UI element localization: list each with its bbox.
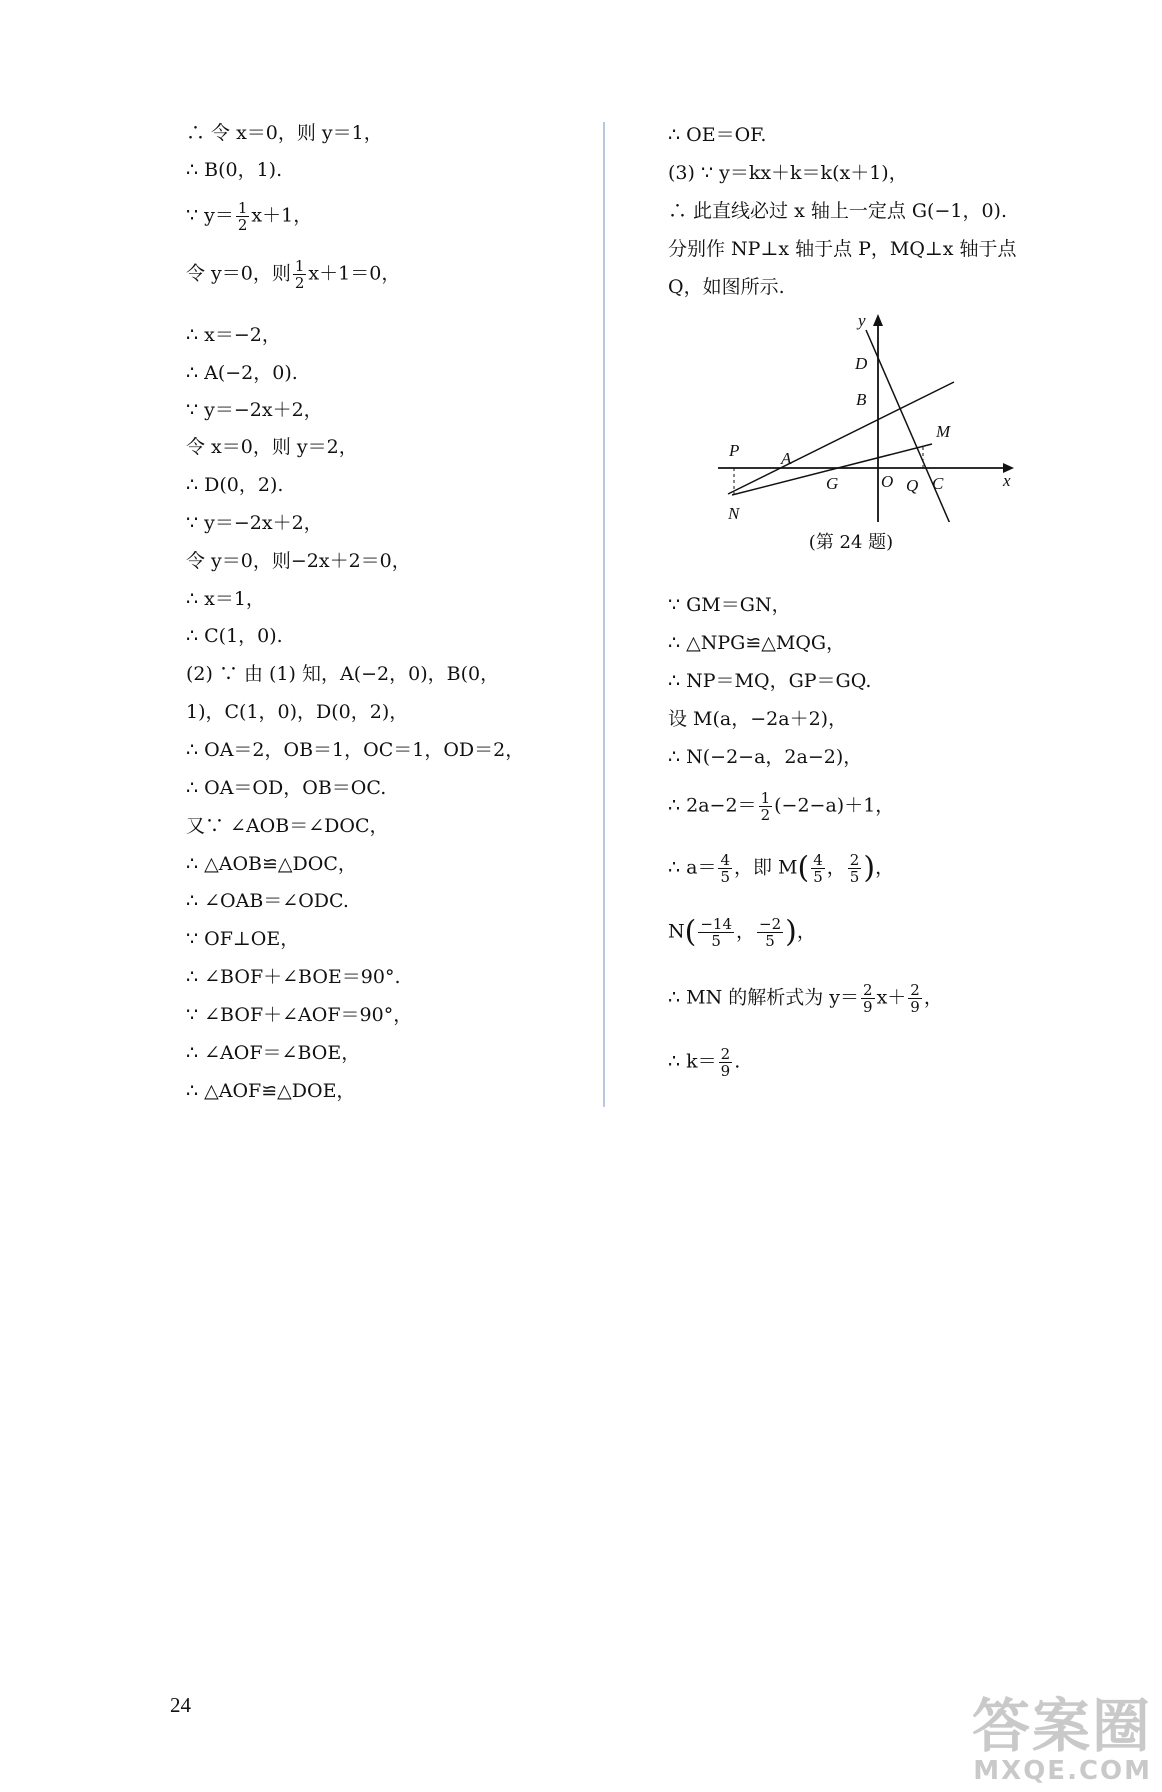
solution-line: ∴ △AOF≌△DOE， [186, 1080, 356, 1102]
text: ∴ 2a−2＝ [668, 794, 757, 817]
solution-line: ∵ y＝−2x＋2， [186, 512, 323, 534]
solution-line: 令 y＝0，则−2x＋2＝0， [186, 550, 411, 572]
fraction [719, 1046, 733, 1079]
text: ∴ a＝ [668, 856, 717, 879]
solution-line: ∴ ∠OAB＝∠ODC. [186, 890, 349, 912]
solution-line: ∵ ∠BOF＋∠AOF＝90°， [186, 1004, 413, 1026]
solution-line: 分别作 NP⊥x 轴于点 P，MQ⊥x 轴于点 [668, 238, 1017, 260]
text: ， [736, 920, 756, 943]
solution-line: ∴ OA＝2，OB＝1，OC＝1，OD＝2， [186, 739, 525, 761]
denominator: 9 [720, 1062, 731, 1080]
label-o: O [881, 472, 894, 491]
numerator: 2 [849, 851, 860, 869]
numerator: 2 [720, 1045, 731, 1063]
numerator: −2 [759, 915, 782, 933]
solution-line: ∴ A(−2，0). [186, 362, 298, 384]
solution-line: 又∵ ∠AOB＝∠DOC， [186, 815, 389, 837]
solution-line: ∴ x＝−2， [186, 324, 281, 346]
solution-line [668, 790, 894, 823]
denominator: 9 [863, 998, 873, 1016]
fraction [698, 916, 734, 949]
column-divider [603, 122, 605, 1107]
numerator: 1 [760, 789, 771, 807]
solution-line: ∴ k＝ $\frac{2}{9}$ . [668, 1045, 741, 1080]
page-number: 24 [170, 1693, 191, 1717]
solution-line: ∴ D(0，2). [186, 474, 284, 496]
solution-line [186, 258, 400, 291]
label-q: Q [906, 476, 919, 495]
numerator: 1 [294, 257, 305, 275]
denominator: 5 [720, 868, 731, 886]
text: N [668, 920, 685, 943]
solution-line: ∵ y＝−2x＋2， [186, 399, 323, 421]
denominator: 5 [813, 868, 823, 886]
solution-line: ∴ 此直线必过 x 轴上一定点 G(−1，0). [668, 200, 1008, 222]
right-paren: ) [863, 850, 876, 886]
text: ∴ k＝ [668, 1050, 717, 1073]
watermark-text: 答案圈 [971, 1692, 1152, 1760]
solution-line: (3) ∵ y＝kx＋k＝k(x＋1)， [668, 162, 908, 184]
label-y: y [858, 312, 866, 330]
label-m: M [936, 422, 951, 441]
numerator: 1 [237, 199, 248, 217]
denominator: 2 [760, 806, 771, 824]
solution-line: ∴ △NPG≌△MQG， [668, 632, 846, 654]
fraction [718, 852, 732, 885]
solution-line: ∴ x＝1， [186, 588, 265, 610]
solution-line: 令 x＝0，则 y＝2， [186, 436, 358, 458]
watermark-url: MXQE.COM [973, 1756, 1152, 1786]
solution-line: 设 M(a，−2a＋2)， [668, 708, 848, 730]
solution-line: ∴ NP＝MQ，GP＝GQ. [668, 670, 872, 692]
solution-line: ∴ N(−2−a，2a−2)， [668, 746, 863, 768]
label-d: D [855, 354, 868, 373]
text: x＋1， [251, 204, 313, 227]
solution-line: ∴ ∠BOF＋∠BOE＝90°. [186, 966, 401, 988]
solution-line: (2) ∵ 由 (1) 知，A(−2，0)，B(0， [186, 663, 500, 685]
solution-line: ∴ ∠AOF＝∠BOE， [186, 1042, 361, 1064]
solution-line: ∴ C(1，0). [186, 625, 283, 647]
denominator: 5 [765, 932, 775, 950]
solution-line: 1)，C(1，0)，D(0，2)， [186, 701, 409, 723]
fraction [848, 852, 862, 885]
coordinate-figure [718, 312, 1018, 522]
figure-caption: (第 24 题) [808, 532, 894, 553]
solution-line: ∴ B(0，1). [186, 159, 283, 181]
label-a: A [781, 449, 792, 468]
text: ∴ MN 的解析式为 y＝ [668, 986, 860, 1009]
solution-line: N( $\frac{-14}{5}$ ， $\frac{-2}{5}$ )， [668, 914, 816, 950]
text: ∵ y＝ [186, 204, 234, 227]
label-b: B [856, 390, 867, 409]
denominator: 5 [711, 932, 721, 950]
fraction [811, 852, 825, 885]
text: ， [826, 856, 846, 879]
fraction [757, 916, 783, 949]
numerator: −14 [700, 915, 732, 933]
right-paren: ) [785, 914, 797, 950]
denominator: 2 [294, 274, 305, 292]
numerator: 4 [813, 851, 823, 869]
watermark-logo [971, 1692, 1152, 1786]
solution-line: ∴ 令 x＝0，则 y＝1， [186, 122, 383, 144]
label-x: x [1003, 471, 1011, 490]
label-n: N [728, 504, 740, 522]
text: x＋ [876, 986, 907, 1009]
numerator: 4 [720, 851, 731, 869]
solution-line: ∵ OF⊥OE， [186, 928, 300, 950]
label-g: G [826, 474, 839, 493]
numerator: 2 [863, 981, 873, 999]
denominator: 5 [849, 868, 860, 886]
denominator: 2 [237, 216, 248, 234]
label-c: C [932, 474, 944, 493]
denominator: 9 [910, 998, 920, 1016]
solution-line: ∵ GM＝GN， [668, 594, 791, 616]
solution-line: ∴ OA＝OD，OB＝OC. [186, 777, 387, 799]
text: (−2−a)＋1， [774, 794, 895, 817]
left-paren: ( [684, 914, 697, 950]
fraction [861, 982, 875, 1015]
fraction [293, 258, 307, 291]
line-ab [728, 382, 954, 494]
solution-line [186, 200, 312, 233]
solution-line: ∴ MN 的解析式为 y＝ $\frac{2}{9}$ x＋ $\frac{2}{9}$ ， [668, 981, 943, 1016]
text: 令 y＝0，则 [186, 262, 291, 285]
text: x＋1＝0， [308, 262, 401, 285]
fraction [236, 200, 250, 233]
fraction [759, 790, 773, 823]
numerator: 2 [910, 981, 920, 999]
y-axis-arrow [873, 314, 883, 326]
solution-line: ∴ △AOB≌△DOC， [186, 853, 357, 875]
solution-line: ∴ OE＝OF. [668, 124, 767, 146]
solution-line: Q，如图所示. [668, 276, 785, 298]
left-paren: ( [797, 850, 810, 886]
fraction [908, 982, 922, 1015]
solution-line: ∴ a＝ $\frac{4}{5}$ ，即 M( $\frac{4}{5}$ ， $\frac{2}{5}$ )， [668, 850, 895, 886]
text: ，即 M [734, 856, 798, 879]
label-p: P [729, 441, 740, 460]
